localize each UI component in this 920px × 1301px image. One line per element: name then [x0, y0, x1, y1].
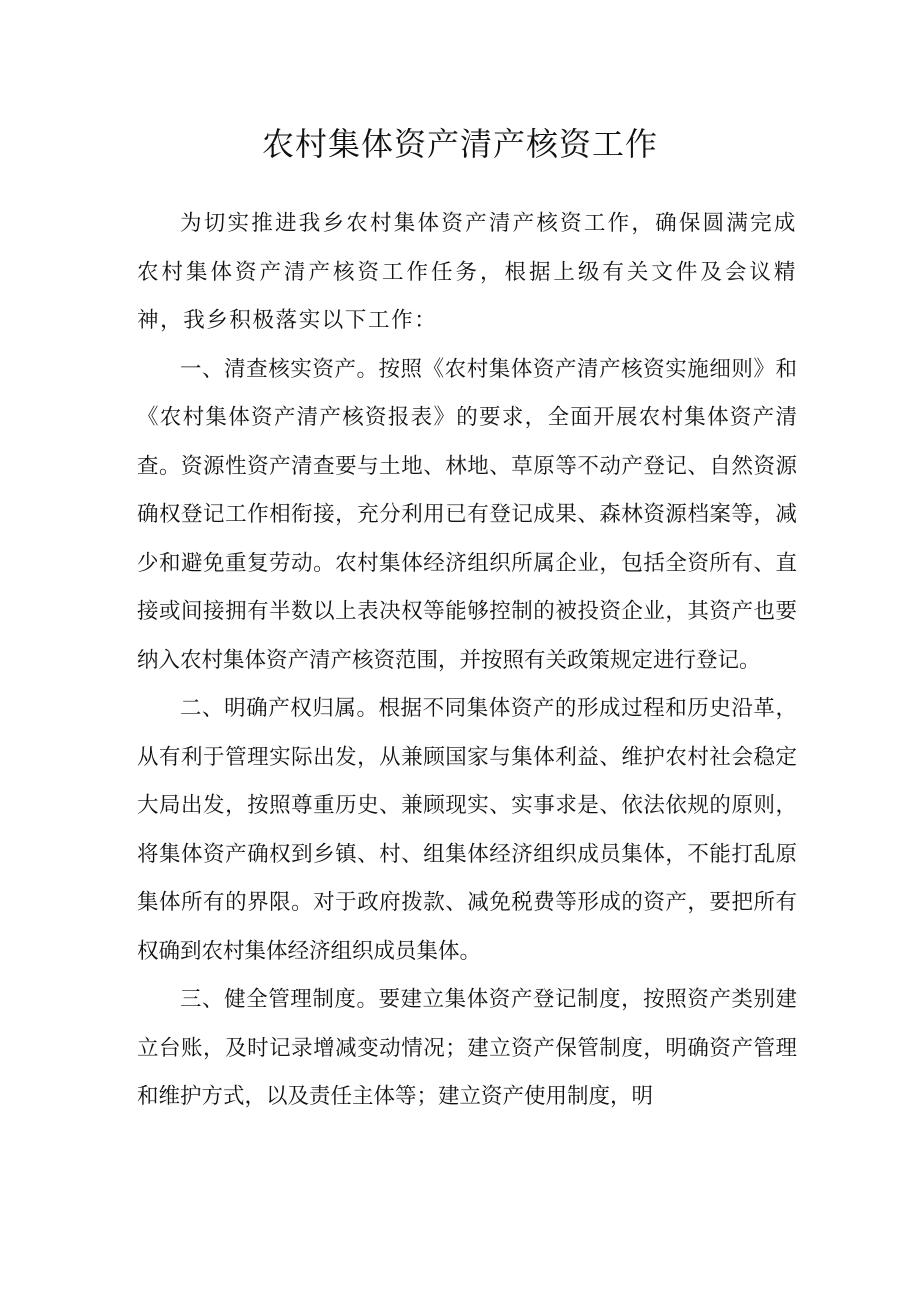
document-body — [137, 200, 797, 1122]
paragraph-verify-assets: 一、清查核实资产。按照《农村集体资产清产核资实施细则》和《农村集体资产清产核资报表》的要求，全面开展农村集体资产清查。资源性资产清查要与土地、林地、草原等不动产登记、自然资源确权登记工作相衔接，充分利用已有登记成果、森林资源档案等，减少和避免重复劳动。农村集体经济组织所属企业，包括全资所有、直接或间接拥有半数以上表决权等能够控制的被投资企业，其资产也要纳入农村集体资产清产核资范围，并按照有关政策规定进行登记。 — [137, 356, 797, 673]
paragraph-management-system: 三、健全管理制度。要建立集体资产登记制度，按照资产类别建立台账，及时记录增减变动情况；建立资产保管制度，明确资产管理和维护方式，以及责任主体等；建立资产使用制度，明 — [137, 987, 797, 1109]
document-title: 农村集体资产清产核资工作 — [261, 125, 658, 163]
paragraph-intro: 为切实推进我乡农村集体资产清产核资工作，确保圆满完成农村集体资产清产核资工作任务，根据上级有关文件及会议精神，我乡积极落实以下工作： — [137, 211, 797, 333]
paragraph-property-rights: 二、明确产权归属。根据不同集体资产的形成过程和历史沿革，从有利于管理实际出发，从兼顾国家与集体利益、维护农村社会稳定大局出发，按照尊重历史、兼顾现实、实事求是、依法依规的原则，将集体资产确权到乡镇、村、组集体经济组织成员集体，不能打乱原集体所有的界限。对于政府拨款、减免税费等形成的资产，要把所有权确到农村集体经济组织成员集体。 — [137, 696, 797, 964]
